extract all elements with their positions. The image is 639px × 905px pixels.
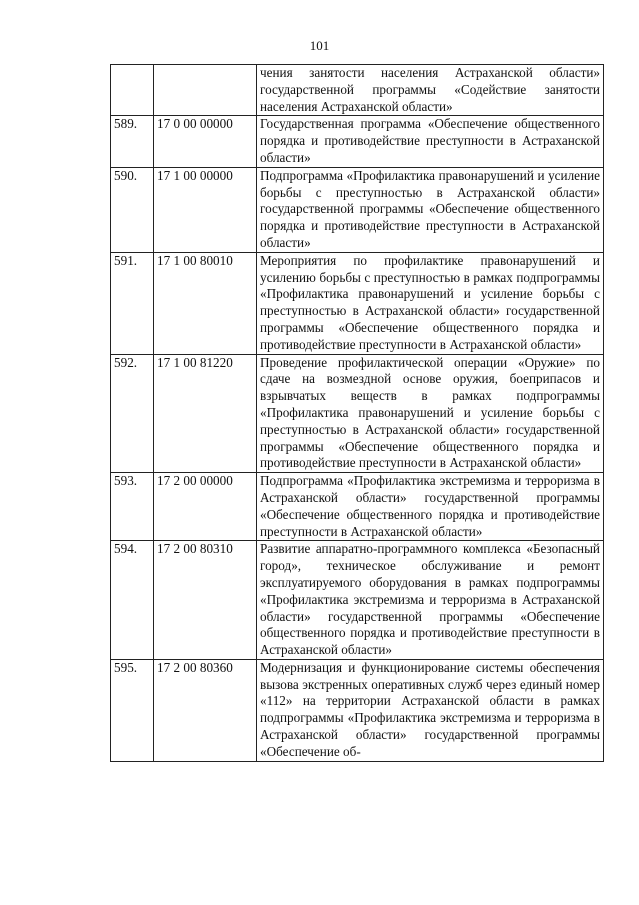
- row-number: [111, 65, 154, 116]
- row-description: Проведение профилактической операции «Оружие» по сдаче на возмездной основе оружия, боеприпасов и взрывчатых веществ в рамках подпрограммы «Профилактика правонарушений и усиление борьбы с преступностью в Астраханской области» государственной программы «Обеспечение общественного порядка и противодействие преступности в Астраханской области»: [257, 354, 604, 473]
- row-description: Модернизация и функционирование системы обеспечения вызова экстренных оперативных служб через единый номер «112» на территории Астраханской области в рамках подпрограммы «Профилактика экстремизма и терроризма в Астраханской области» государственной программы «Обеспечение об-: [257, 659, 604, 761]
- classification-code: 17 0 00 00000: [154, 116, 257, 167]
- row-number: 590.: [111, 167, 154, 252]
- table-row: [111, 541, 604, 660]
- classification-code: 17 1 00 80010: [154, 252, 257, 354]
- row-description: чения занятости населения Астраханской области» государственной программы «Содействие занятости населения Астраханской области»: [257, 65, 604, 116]
- row-description: Государственная программа «Обеспечение общественного порядка и противодействие преступности в Астраханской области»: [257, 116, 604, 167]
- row-number: 595.: [111, 659, 154, 761]
- classification-code: 17 2 00 80310: [154, 541, 257, 660]
- row-number: 591.: [111, 252, 154, 354]
- row-number: 594.: [111, 541, 154, 660]
- row-description: Развитие аппаратно-программного комплекса «Безопасный город», техническое обслуживание и ремонт эксплуатируемого оборудования в рамках подпрограммы «Профилактика экстремизма и терроризма в Астраханской области» государственной программы «Обеспечение общественного порядка и противодействие преступности в Астраханской области»: [257, 541, 604, 660]
- table-row: [111, 473, 604, 541]
- table-row: [111, 116, 604, 167]
- table-row: [111, 659, 604, 761]
- row-number: 592.: [111, 354, 154, 473]
- table-row: [111, 65, 604, 116]
- page-number: 101: [309, 38, 330, 53]
- classification-code: [154, 65, 257, 116]
- row-number: 593.: [111, 473, 154, 541]
- classification-code: 17 1 00 81220: [154, 354, 257, 473]
- table-row: [111, 252, 604, 354]
- classification-code: 17 2 00 80360: [154, 659, 257, 761]
- table-row: [111, 167, 604, 252]
- row-number: 589.: [111, 116, 154, 167]
- row-description: Мероприятия по профилактике правонарушений и усилению борьбы с преступностью в рамках подпрограммы «Профилактика правонарушений и усиление борьбы с преступностью в Астраханской области» государственной программы «Обеспечение общественного порядка и противодействие преступности в Астраханской области»: [257, 252, 604, 354]
- table-row: [111, 354, 604, 473]
- row-description: Подпрограмма «Профилактика экстремизма и терроризма в Астраханской области» государственной программы «Обеспечение общественного порядка и противодействие преступности в Астраханской области»: [257, 473, 604, 541]
- budget-code-table: [110, 64, 604, 762]
- classification-code: 17 1 00 00000: [154, 167, 257, 252]
- row-description: Подпрограмма «Профилактика правонарушений и усиление борьбы с преступностью в Астраханской области» государственной программы «Обеспечение общественного порядка и противодействие преступности в Астраханской области»: [257, 167, 604, 252]
- classification-code: 17 2 00 00000: [154, 473, 257, 541]
